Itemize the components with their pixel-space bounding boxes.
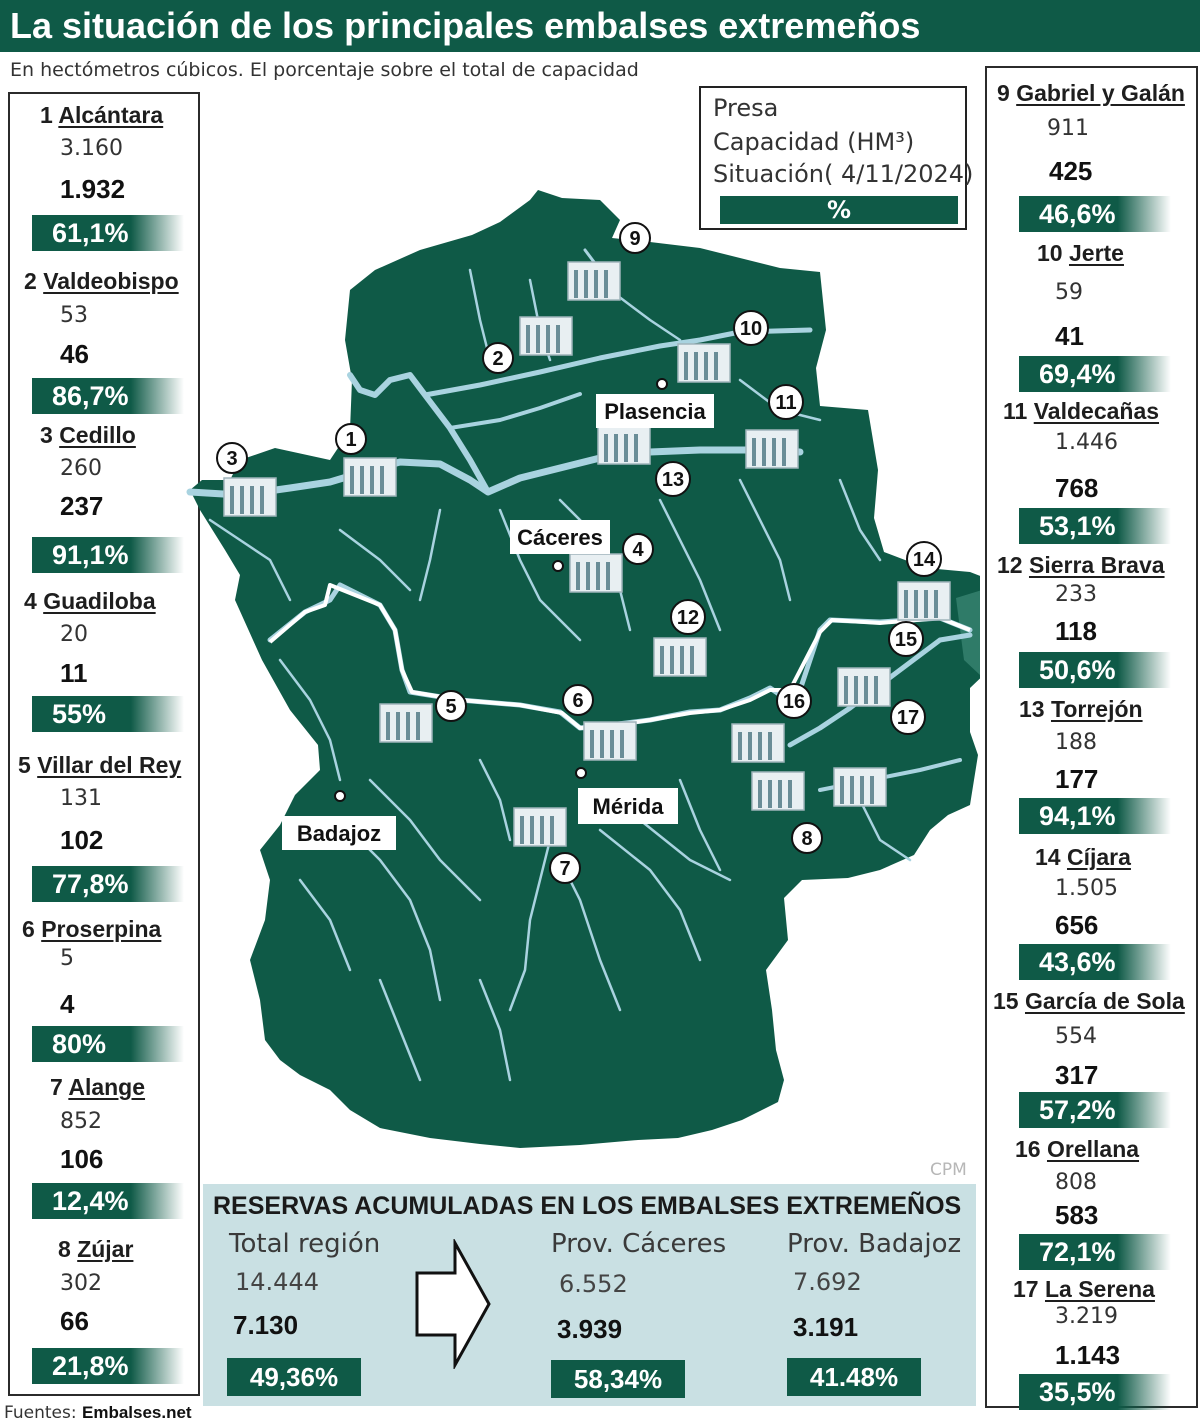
total-region-capacity: 14.444 xyxy=(235,1268,319,1296)
dam-marker-number: 3 xyxy=(226,448,238,470)
dam-current: 177 xyxy=(1055,764,1099,794)
dam-capacity: 1.505 xyxy=(1055,876,1118,901)
dam-marker-number: 4 xyxy=(632,539,644,561)
dam-capacity: 911 xyxy=(1047,116,1089,141)
dam-icon xyxy=(598,426,650,464)
dam-marker-11 xyxy=(769,385,803,419)
caceres-percentage: 58,34% xyxy=(551,1360,685,1398)
dam-marker-12 xyxy=(671,600,705,634)
dam-percentage: 50,6% xyxy=(1019,652,1171,688)
dam-number: 2 xyxy=(24,268,37,294)
dam-icon xyxy=(380,704,432,742)
dam-percentage: 86,7% xyxy=(32,378,184,414)
dam-icon xyxy=(344,458,396,496)
dam-capacity: 302 xyxy=(60,1271,102,1296)
dam-icon xyxy=(678,344,730,382)
dam-marker-4 xyxy=(623,534,653,564)
dam-marker-number: 2 xyxy=(492,348,504,370)
dam-name: Orellana xyxy=(1046,1136,1140,1162)
dam-number: 11 xyxy=(1003,398,1028,424)
dam-number: 4 xyxy=(24,588,37,614)
dam-current: 11 xyxy=(60,658,88,688)
legend-capacidad: Capacidad (HM³) xyxy=(713,128,915,156)
dam-capacity: 59 xyxy=(1055,280,1083,305)
dam-icon xyxy=(654,638,706,676)
dam-name: Alcántara xyxy=(58,102,164,128)
legend-situacion: Situación( 4/11/2024) xyxy=(713,160,974,188)
dam-percentage: 91,1% xyxy=(32,537,184,573)
caceres-current: 3.939 xyxy=(557,1314,623,1344)
dam-current: 768 xyxy=(1055,473,1099,503)
city-name: Badajoz xyxy=(296,821,382,846)
dam-icon xyxy=(224,478,276,516)
dam-name: Gabriel y Galán xyxy=(1016,80,1185,106)
dam-icon xyxy=(746,430,798,468)
dam-capacity: 852 xyxy=(60,1109,102,1134)
dam-current: 583 xyxy=(1055,1200,1099,1230)
dam-capacity: 20 xyxy=(60,622,88,647)
dam-percentage: 72,1% xyxy=(1019,1234,1171,1270)
dam-marker-1 xyxy=(336,424,366,454)
dam-marker-15 xyxy=(889,622,923,656)
dam-marker-6 xyxy=(563,685,593,715)
dam-capacity: 1.446 xyxy=(1055,430,1118,455)
dam-marker-number: 6 xyxy=(572,690,584,712)
dam-marker-number: 11 xyxy=(775,392,797,414)
dam-percentage: 43,6% xyxy=(1019,944,1171,980)
dam-current: 425 xyxy=(1049,156,1093,186)
dam-marker-number: 17 xyxy=(896,707,920,729)
dam-number: 1 xyxy=(40,102,53,128)
subtitle: En hectómetros cúbicos. El porcentaje sobre el total de capacidad xyxy=(10,59,639,81)
dam-number: 9 xyxy=(997,80,1010,106)
dam-icon xyxy=(514,808,566,846)
dam-marker-5 xyxy=(436,691,466,721)
city-name: Cáceres xyxy=(517,525,603,550)
dam-number: 16 xyxy=(1015,1136,1041,1162)
dam-marker-13 xyxy=(656,462,690,496)
dam-capacity: 260 xyxy=(60,456,102,481)
caceres-capacity: 6.552 xyxy=(559,1270,628,1298)
dam-icon xyxy=(732,724,784,762)
reservas-title: RESERVAS ACUMULADAS EN LOS EMBALSES EXTREMEÑOS xyxy=(213,1192,962,1220)
dam-percentage: 55% xyxy=(32,696,184,732)
arrow-right-icon xyxy=(413,1239,493,1369)
arrow-shape xyxy=(417,1243,489,1365)
city-dot xyxy=(335,791,345,801)
dam-current: 41 xyxy=(1055,321,1084,351)
sources-label: Fuentes: xyxy=(4,1403,77,1423)
dam-percentage: 69,4% xyxy=(1019,356,1171,392)
caceres-label: Prov. Cáceres xyxy=(551,1229,727,1259)
dam-current: 46 xyxy=(60,339,89,369)
dam-capacity: 3.160 xyxy=(60,136,123,161)
page-title: La situación de los principales embalses extremeños xyxy=(0,0,1200,52)
dam-number: 10 xyxy=(1037,240,1063,266)
dam-capacity: 554 xyxy=(1055,1024,1097,1049)
graphic-credit: CPM xyxy=(930,1160,967,1180)
badajoz-label: Prov. Badajoz xyxy=(787,1229,962,1259)
dam-name: Alange xyxy=(68,1074,146,1100)
dam-name: Valdecañas xyxy=(1033,398,1160,424)
dam-icon xyxy=(834,768,886,806)
dam-marker-17 xyxy=(891,700,925,734)
dam-current: 317 xyxy=(1055,1060,1099,1090)
dam-icon xyxy=(568,262,620,300)
city-name: Plasencia xyxy=(604,399,706,424)
city-dot xyxy=(657,379,667,389)
right-dam-panel xyxy=(985,66,1198,1408)
dam-current: 4 xyxy=(60,989,75,1019)
dam-number: 13 xyxy=(1019,696,1045,722)
dam-current: 66 xyxy=(60,1306,89,1336)
dam-marker-number: 14 xyxy=(912,549,936,571)
dam-name: Cíjara xyxy=(1066,844,1131,870)
badajoz-capacity: 7.692 xyxy=(793,1268,862,1296)
dam-current: 1.932 xyxy=(60,174,126,204)
dam-marker-16 xyxy=(777,684,811,718)
dam-current: 1.143 xyxy=(1055,1340,1121,1370)
total-region-current: 7.130 xyxy=(233,1310,299,1340)
dam-name: Zújar xyxy=(77,1236,134,1262)
city-dot xyxy=(553,561,563,571)
dam-number: 7 xyxy=(50,1074,63,1100)
dam-icon xyxy=(520,317,572,355)
dam-number: 14 xyxy=(1035,844,1061,870)
dam-capacity: 5 xyxy=(60,946,74,971)
badajoz-percentage: 41.48% xyxy=(787,1358,921,1396)
dam-name: Sierra Brava xyxy=(1028,552,1165,578)
dam-marker-10 xyxy=(734,311,768,345)
dam-percentage: 61,1% xyxy=(32,215,184,251)
dam-capacity: 3.219 xyxy=(1055,1304,1118,1329)
dam-percentage: 46,6% xyxy=(1019,196,1171,232)
dam-percentage: 94,1% xyxy=(1019,798,1171,834)
dam-current: 237 xyxy=(60,491,104,521)
dam-marker-number: 7 xyxy=(559,858,571,880)
dam-current: 102 xyxy=(60,825,104,855)
dam-capacity: 131 xyxy=(60,786,102,811)
dam-marker-2 xyxy=(483,343,513,373)
dam-number: 5 xyxy=(18,752,31,778)
dam-number: 3 xyxy=(40,422,53,448)
dam-capacity: 808 xyxy=(1055,1170,1097,1195)
dam-name: García de Sola xyxy=(1024,988,1185,1014)
dam-current: 656 xyxy=(1055,910,1099,940)
dam-name: Villar del Rey xyxy=(37,752,182,778)
dam-percentage: 12,4% xyxy=(32,1183,184,1219)
dam-percentage: 57,2% xyxy=(1019,1092,1171,1128)
dam-marker-14 xyxy=(907,542,941,576)
total-region-label: Total región xyxy=(229,1229,381,1259)
extremadura-map xyxy=(180,180,980,1180)
dam-name: Torrejón xyxy=(1050,696,1143,722)
sources-value: Embalses.net xyxy=(81,1403,192,1422)
dam-name: Guadiloba xyxy=(43,588,156,614)
dam-marker-3 xyxy=(217,443,247,473)
dam-marker-number: 15 xyxy=(894,629,918,651)
dam-marker-number: 9 xyxy=(629,228,641,250)
dam-name: Cedillo xyxy=(59,422,136,448)
dam-name: Valdeobispo xyxy=(43,268,179,294)
dam-icon xyxy=(570,554,622,592)
dam-icon xyxy=(584,722,636,760)
dam-marker-8 xyxy=(792,823,822,853)
sources xyxy=(4,1403,192,1423)
dam-marker-number: 1 xyxy=(345,429,357,451)
legend-percentage: % xyxy=(720,196,958,224)
dam-percentage: 35,5% xyxy=(1019,1374,1171,1410)
dam-number: 6 xyxy=(22,916,35,942)
dam-percentage: 21,8% xyxy=(32,1348,184,1384)
dam-number: 12 xyxy=(997,552,1023,578)
dam-capacity: 53 xyxy=(60,303,88,328)
badajoz-current: 3.191 xyxy=(793,1312,859,1342)
dam-marker-7 xyxy=(550,853,580,883)
dam-current: 106 xyxy=(60,1144,104,1174)
dam-icon xyxy=(752,772,804,810)
dam-marker-number: 8 xyxy=(801,828,813,850)
dam-percentage: 80% xyxy=(32,1026,184,1062)
left-dam-panel xyxy=(8,92,200,1396)
dam-marker-number: 16 xyxy=(782,691,806,713)
dam-capacity: 233 xyxy=(1055,582,1097,607)
dam-current: 118 xyxy=(1055,616,1097,646)
dam-capacity: 188 xyxy=(1055,730,1097,755)
dam-icon xyxy=(838,668,890,706)
dam-marker-number: 12 xyxy=(676,607,700,629)
total-region-percentage: 49,36% xyxy=(227,1358,361,1396)
dam-name: Jerte xyxy=(1068,240,1124,266)
city-name: Mérida xyxy=(592,794,664,819)
dam-number: 8 xyxy=(58,1236,71,1262)
dam-icon xyxy=(898,582,950,620)
dam-name: Proserpina xyxy=(41,916,162,942)
dam-number: 15 xyxy=(993,988,1019,1014)
city-dot xyxy=(576,768,586,778)
legend-presa: Presa xyxy=(713,94,779,122)
reservas-summary xyxy=(203,1184,976,1406)
dam-percentage: 53,1% xyxy=(1019,508,1171,544)
dam-marker-number: 10 xyxy=(739,318,763,340)
dam-marker-9 xyxy=(620,223,650,253)
dam-marker-number: 13 xyxy=(661,469,685,491)
dam-number: 17 xyxy=(1013,1276,1039,1302)
dam-percentage: 77,8% xyxy=(32,866,184,902)
dam-marker-number: 5 xyxy=(445,696,457,718)
dam-name: La Serena xyxy=(1044,1276,1155,1302)
